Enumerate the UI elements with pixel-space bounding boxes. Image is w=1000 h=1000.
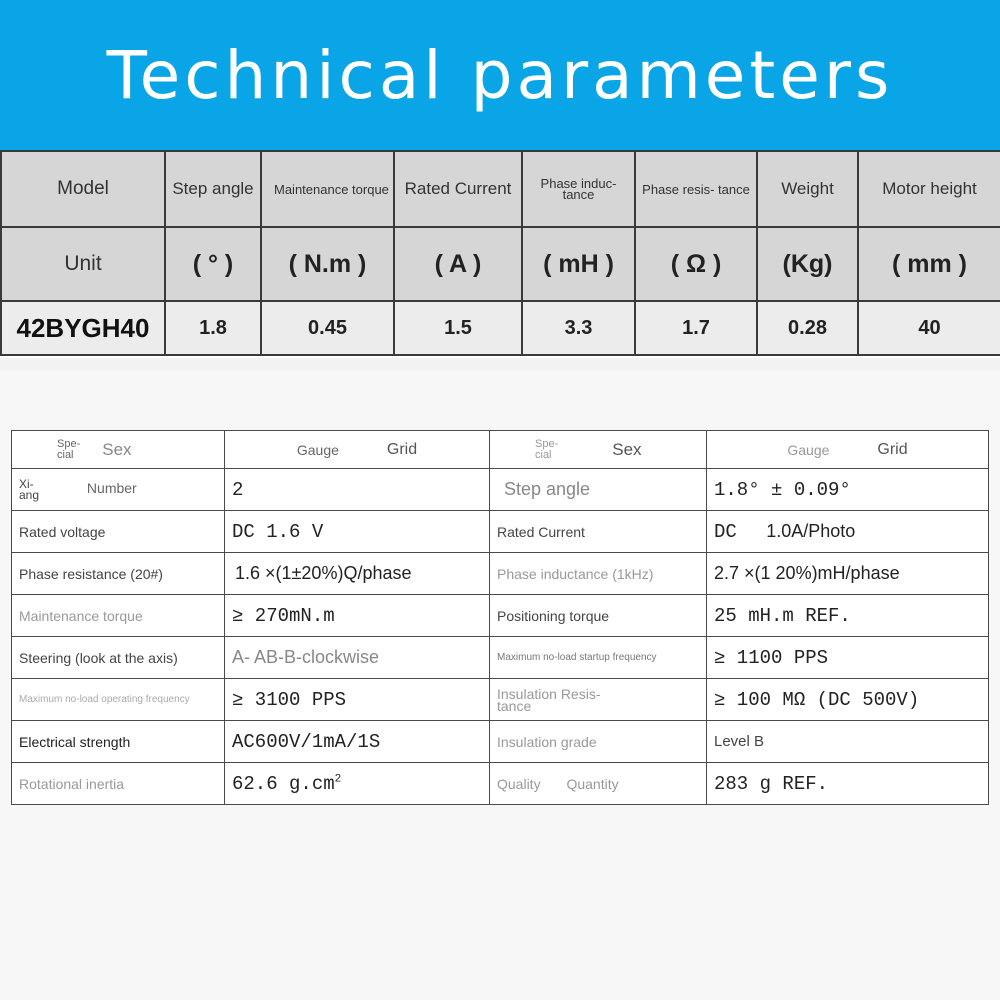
spec-header-text: Grid <box>877 440 908 458</box>
summary-header-cell: Rated Current <box>394 151 522 227</box>
page-banner <box>0 0 1000 150</box>
spec-row <box>12 469 989 511</box>
spec-header-text: Sex <box>612 439 642 459</box>
spec-label-cell: Rotational inertia <box>12 763 225 805</box>
spec-label-cell: Positioning torque <box>490 595 707 637</box>
spec-header-text: Grid <box>386 440 418 458</box>
spec-value-cell: 1.8° ± 0.09° <box>707 469 989 511</box>
section-divider <box>0 358 1000 370</box>
spec-value-cell: ≥ 270mN.m <box>225 595 490 637</box>
spec-value-cell: 283 g REF. <box>707 763 989 805</box>
summary-value-cell: 1.8 <box>165 301 261 355</box>
spec-value-cell: 2.7 ×(1 20%)mH/phase <box>707 553 989 595</box>
spec-value-text: 62.6 g.cm <box>232 772 335 795</box>
spec-label-stacked <box>497 685 601 714</box>
spec-row <box>12 595 989 637</box>
spec-value-cell <box>225 763 490 805</box>
spec-header-row <box>12 431 989 469</box>
spec-label-cell: Rated Current <box>490 511 707 553</box>
spec-header-text: cial <box>57 448 74 461</box>
page-title: Technical parameters <box>106 36 894 114</box>
spec-row <box>12 763 989 805</box>
spec-label-cell: Electrical strength <box>12 721 225 763</box>
summary-header-cell: Model <box>1 151 165 227</box>
summary-header-cell: Phase induc- tance <box>522 151 635 227</box>
spec-table <box>11 430 989 805</box>
summary-value-cell: 0.28 <box>757 301 858 355</box>
spec-value-cell: ≥ 3100 PPS <box>225 679 490 721</box>
spec-header-cell <box>12 431 225 469</box>
spec-value-cell: 2 <box>225 469 490 511</box>
summary-value-cell: 42BYGH40 <box>1 301 165 355</box>
spec-label-text: ang <box>19 487 40 502</box>
spec-label-cell: Rated voltage <box>12 511 225 553</box>
summary-header-cell: Phase resis- tance <box>635 151 757 227</box>
spec-row <box>12 553 989 595</box>
spec-header-text: Spe- <box>57 437 81 450</box>
spec-label-cell <box>12 469 225 511</box>
spec-row <box>12 637 989 679</box>
spec-value-cell: ≥ 1100 PPS <box>707 637 989 679</box>
spec-label-text: Quality <box>497 775 541 792</box>
summary-value-cell: 1.7 <box>635 301 757 355</box>
summary-header-cell: Step angle <box>165 151 261 227</box>
summary-header-cell: Motor height <box>858 151 1000 227</box>
spec-label-cell: Maintenance torque <box>12 595 225 637</box>
summary-value-cell: 1.5 <box>394 301 522 355</box>
summary-unit-cell: ( Ω ) <box>635 227 757 301</box>
summary-unit-cell: ( mm ) <box>858 227 1000 301</box>
summary-header-row <box>1 151 1000 227</box>
spec-header-cell <box>707 431 989 469</box>
spec-label-text: Number <box>86 480 137 497</box>
summary-unit-cell: ( A ) <box>394 227 522 301</box>
spec-value-cell: ≥ 100 MΩ (DC 500V) <box>707 679 989 721</box>
spec-header-text: Gauge <box>787 441 830 458</box>
summary-value-cell: 40 <box>858 301 1000 355</box>
spec-header-text: Spe- <box>535 437 559 450</box>
spec-header-cell <box>225 431 490 469</box>
summary-value-cell: 0.45 <box>261 301 394 355</box>
spec-label-cell: Insulation grade <box>490 721 707 763</box>
spec-label-cell: Maximum no-load operating frequency <box>12 679 225 721</box>
spec-row <box>12 721 989 763</box>
spec-value-cell: A- AB-B-clockwise <box>225 637 490 679</box>
spec-row <box>12 511 989 553</box>
spec-value-cell: 25 mH.m REF. <box>707 595 989 637</box>
spec-value-cell: Level B <box>707 721 989 763</box>
spec-label-cell <box>490 679 707 721</box>
summary-header-cell: Weight <box>757 151 858 227</box>
spec-label-text: Xi- <box>19 476 34 491</box>
summary-unit-cell: Unit <box>1 227 165 301</box>
spec-value-superscript: 2 <box>334 773 342 786</box>
spec-value-cell: DC 1.6 V <box>225 511 490 553</box>
summary-unit-cell: (Kg) <box>757 227 858 301</box>
spec-value-cell <box>707 511 989 553</box>
spec-header-stacked <box>535 439 558 461</box>
summary-unit-row <box>1 227 1000 301</box>
spec-label-cell: Step angle <box>490 469 707 511</box>
spec-value-cell: AC600V/1mA/1S <box>225 721 490 763</box>
spec-label-text: Insulation Resis- <box>497 685 601 702</box>
summary-unit-cell: ( N.m ) <box>261 227 394 301</box>
spec-label-cell <box>490 763 707 805</box>
spec-header-cell <box>490 431 707 469</box>
spec-label-text: Quantity <box>566 775 619 792</box>
spec-value-text: DC <box>714 520 737 543</box>
spec-header-text: cial <box>535 448 552 461</box>
summary-unit-cell: ( ° ) <box>165 227 261 301</box>
spec-header-text: Sex <box>102 439 132 459</box>
spec-label-cell: Steering (look at the axis) <box>12 637 225 679</box>
spec-header-text: Gauge <box>296 441 339 458</box>
spec-label-stacked <box>19 476 40 502</box>
spec-label-cell: Phase resistance (20#) <box>12 553 225 595</box>
summary-header-cell: Maintenance torque <box>261 151 394 227</box>
spec-row <box>12 679 989 721</box>
spec-header-stacked <box>57 439 80 461</box>
spec-value-cell: 1.6 ×(1±20%)Q/phase <box>225 553 490 595</box>
spec-label-cell: Phase inductance (1kHz) <box>490 553 707 595</box>
spec-label-cell: Maximum no-load startup frequency <box>490 637 707 679</box>
summary-value-cell: 3.3 <box>522 301 635 355</box>
spec-label-text: tance <box>497 697 532 714</box>
spec-value-text: 1.0A/Photo <box>766 520 856 541</box>
summary-table <box>0 150 1000 356</box>
summary-value-row <box>1 301 1000 355</box>
summary-unit-cell: ( mH ) <box>522 227 635 301</box>
